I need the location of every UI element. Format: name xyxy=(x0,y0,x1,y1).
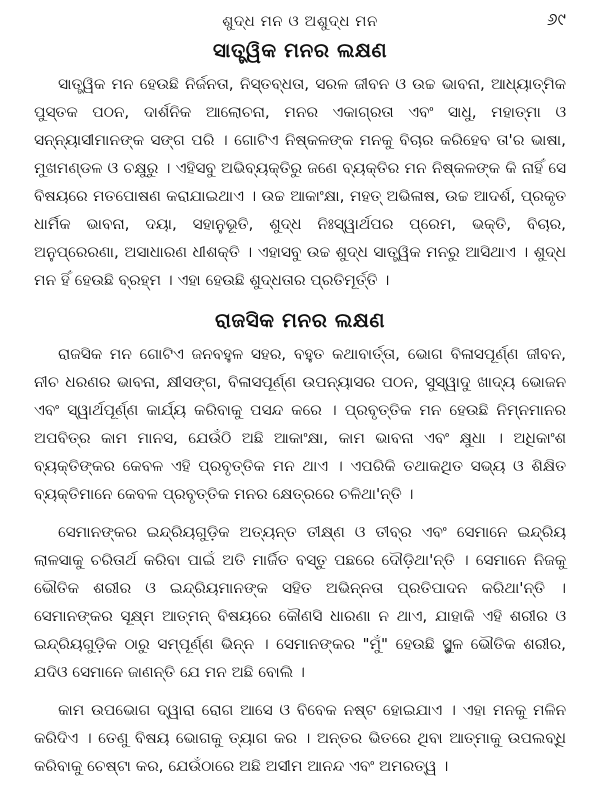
paragraph: ରାଜସିକ ମନ ଗୋଟିଏ ଜନବହୁଳ ସହର, ବହୁତ କଥାବାର୍ତ୍ତା, ଭୋଗ ବିଳାସପୂର୍ଣ୍ଣ ଜୀବନ, ନୀଚ ଧରଣର ଭାବନା, କ୍ଷୀସଙ୍ଗ, ବିଳାସପୂର୍ଣ୍ଣ ଉପନ୍ୟାସର ପଠନ, ସୁସ୍ୱାଦୁ ଖାଦ୍ୟ ଭୋଜନ ଏବଂ ସ୍ୱାର୍ଥପୂର୍ଣ୍ଣ କାର୍ଯ୍ୟ କରିବାକୁ ପସନ୍ଦ କରେ । ପ୍ରବୃତ୍ତିକ ମନ ହେଉଛି ନିମ୍ନମାନର ଅପବିତ୍ର କାମ ମାନସ, ଯେଉଁଠି ଅଛି ଆକାଂକ୍ଷା, କାମ ଭାବନା ଏବଂ କ୍ଷୁଧା । ଅଧିକାଂଶ ବ୍ୟକ୍ତିଙ୍କର କେବଳ ଏହି ପ୍ରବୃତ୍ତିକ ମନ ଥାଏ । ଏପରିକି ତଥାକଥିତ ସଭ୍ୟ ଓ ଶିକ୍ଷିତ ବ୍ୟକ୍ତିମାନେ କେବଳ ପ୍ରବୃତ୍ତିକ ମନର କ୍ଷେତ୍ରରେ ଚଳିଥା'ନ୍ତି । xyxy=(34,345,566,503)
running-title: ଶୁଦ୍ଧ ମନ ଓ ଅଶୁଦ୍ଧ ମନ xyxy=(222,12,378,30)
paragraph: ସେମାନଙ୍କର ଇନ୍ଦ୍ରିୟଗୁଡ଼ିକ ଅତ୍ୟନ୍ତ ତୀକ୍ଷ୍ଣ ଓ ତୀବ୍ର ଏବଂ ସେମାନେ ଇନ୍ଦ୍ରିୟ ଲାଳସାକୁ ଚରିତାର୍ଥ କରିବା ପାଇଁ ଅତି ମାର୍ଜିତ ବସ୍ତୁ ପଛରେ ଦୌଡ଼ିଥା'ନ୍ତି । ସେମାନେ ନିଜକୁ ଭୌତିକ ଶରୀର ଓ ଇନ୍ଦ୍ରିୟମାନଙ୍କ ସହିତ ଅଭିନ୍ନତା ପ୍ରତିପାଦନ କରିଥା'ନ୍ତି । ସେମାନଙ୍କର ସୂକ୍ଷ୍ମ ଆତ୍ମନ୍ ବିଷୟରେ କୌଣସି ଧାରଣା ନ ଥାଏ, ଯାହାକି ଏହି ଶରୀର ଓ ଇନ୍ଦ୍ରିୟଗୁଡ଼ିକ ଠାରୁ ସମ୍ପୂର୍ଣ୍ଣ ଭିନ୍ନ । ସେମାନଙ୍କର "ମୁଁ" ହେଉଛି ସ୍ଥୁଳ ଭୌତିକ ଶରୀର, ଯଦିଓ ସେମାନେ ଜାଣନ୍ତି ଯେ ମନ ଅଛି ବୋଲି । xyxy=(34,523,566,681)
paragraph: ସାତ୍ତ୍ୱିକ ମନ ହେଉଛି ନିର୍ଜନତା, ନିସ୍ତବ୍ଧତା, ସରଳ ଜୀବନ ଓ ଉଚ୍ଚ ଭାବନା, ଆଧ୍ୟାତ୍ମିକ ପୁସ୍ତକ ପଠନ, ଦାର୍ଶନିକ ଆଲୋଚନା, ମନର ଏକାଗ୍ରତା ଏବଂ ସାଧୁ, ମହାତ୍ମା ଓ ସନ୍ନ୍ୟାସୀମାନଙ୍କ ସଙ୍ଗ ପରି । ଗୋଟିଏ ନିଷ୍କଳଙ୍କ ମନକୁ ବିଚାର କରିହେବ ତା'ର ଭାଷା, ମୁଖମଣ୍ଡଳ ଓ ଚକ୍ଷୁରୁ । ଏହିସବୁ ଅଭିବ୍ୟକ୍ତିରୁ ଜଣେ ବ୍ୟକ୍ତିର ମନ ନିଷ୍କଳଙ୍କ କି ନାହିଁ ସେ ବିଷୟରେ ମତପୋଷଣ କରାଯାଇଥାଏ । ଉଚ୍ଚ ଆକାଂକ୍ଷା, ମହତ୍ ଅଭିଳାଷ, ଉଚ୍ଚ ଆଦର୍ଶ, ପ୍ରକୃତ ଧାର୍ମିକ ଭାବନା, ଦୟା, ସହାନୁଭୂତି, ଶୁଦ୍ଧ ନିଃସ୍ୱାର୍ଥପର ପ୍ରେମ, ଭକ୍ତି, ବିଚାର, ଅନୁପ୍ରେରଣା, ଅସାଧାରଣ ଧୀଶକ୍ତି । ଏହାସବୁ ଉଚ୍ଚ ଶୁଦ୍ଧ ସାତ୍ତ୍ୱିକ ମନରୁ ଆସିଥାଏ । ଶୁଦ୍ଧ ମନ ହିଁ ହେଉଛି ବ୍ରହ୍ମ । ଏହା ହେଉଛି ଶୁଦ୍ଧତାର ପ୍ରତିମୂର୍ତ୍ତି । xyxy=(34,75,566,289)
running-header xyxy=(34,10,566,34)
paragraph: କାମ ଉପଭୋଗ ଦ୍ୱାରା ରୋଗ ଆସେ ଓ ବିବେକ ନଷ୍ଟ ହୋଇଯାଏ । ଏହା ମନକୁ ମଳିନ କରିଦିଏ । ତେଣୁ ବିଷୟ ଭୋଗକୁ ତ୍ୟାଗ କର । ଅନ୍ତର ଭିତରେ ଥିବା ଆତ୍ମାକୁ ଉପଲବ୍ଧି କରିବାକୁ ଚେଷ୍ଟା କର, ଯେଉଁଠାରେ ଅଛି ଅସୀମ ଆନନ୍ଦ ଏବଂ ଅମରତ୍ୱ । xyxy=(34,701,566,775)
section-heading-sattvika: ସାତ୍ତ୍ୱିକ ମନର ଲକ୍ଷଣ xyxy=(212,38,388,62)
page-number: ୬୯ xyxy=(546,10,566,30)
section-heading-rajasika: ରାଜସିକ ମନର ଲକ୍ଷଣ xyxy=(214,308,386,332)
